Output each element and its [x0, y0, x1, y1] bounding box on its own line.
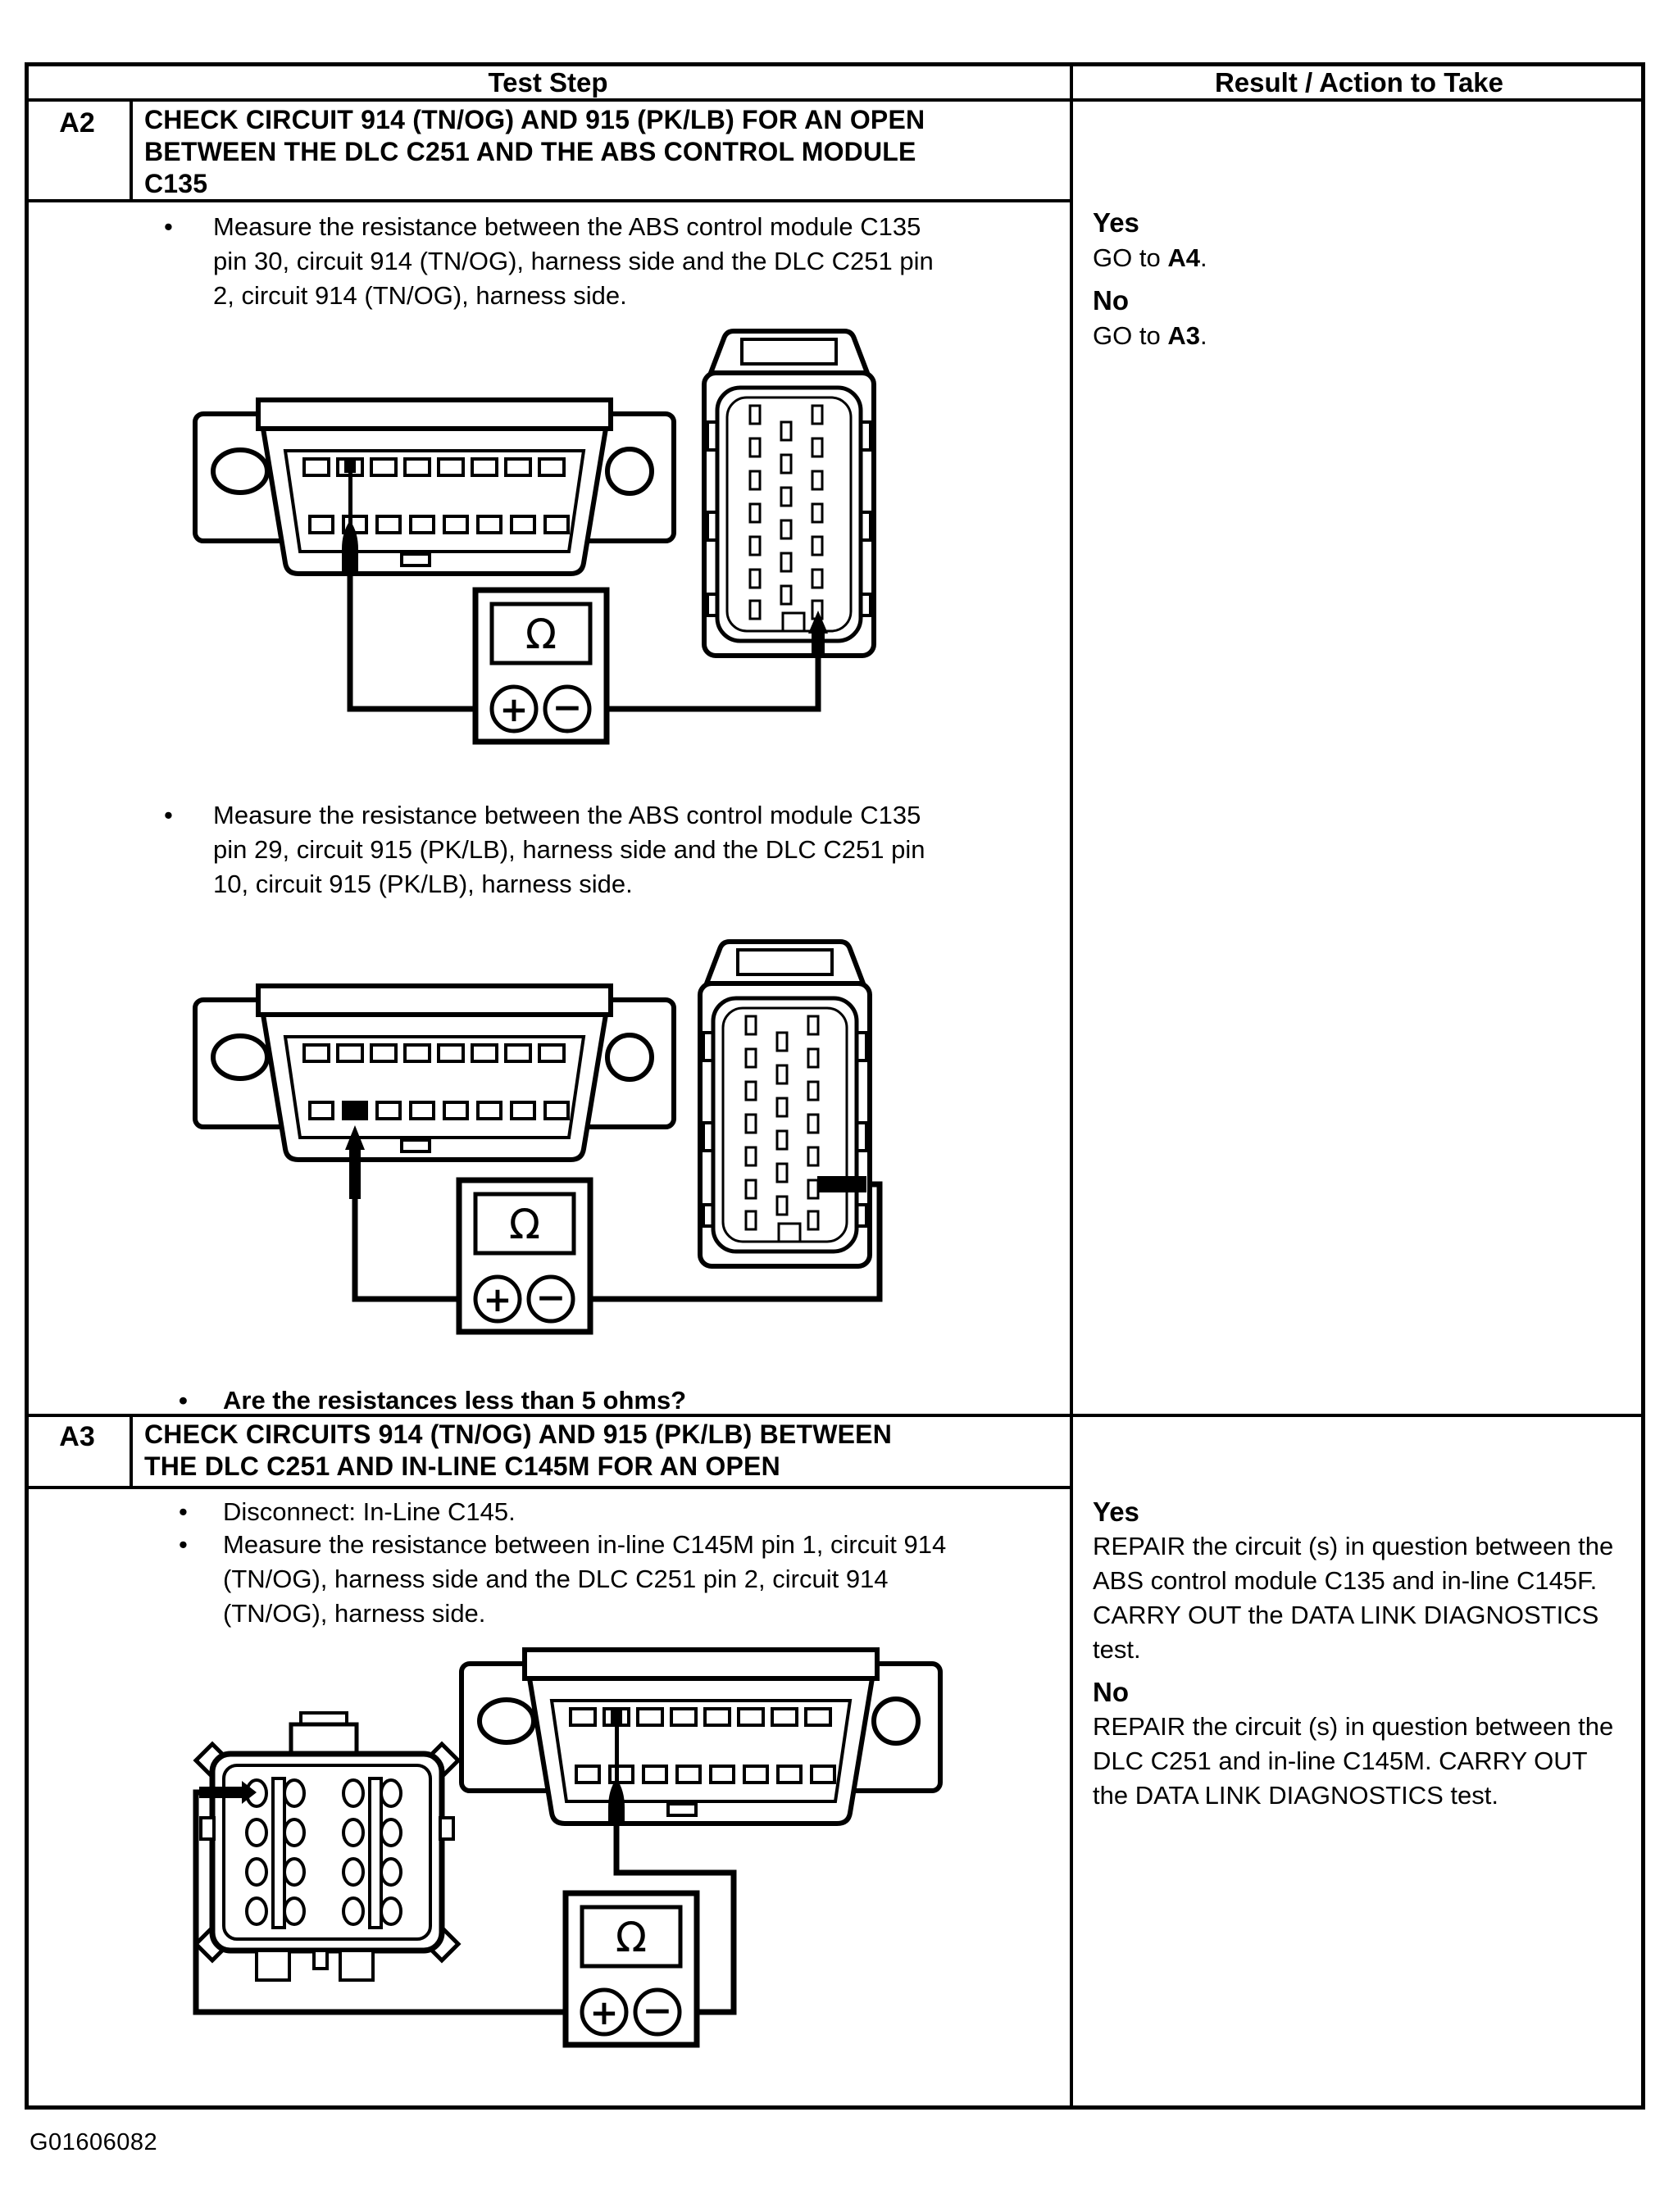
a2-title-line-1: CHECK CIRCUIT 914 (TN/OG) AND 915 (PK/LB) FOR AN OPEN [144, 105, 925, 134]
ohm-symbol: Ω [508, 1201, 541, 1248]
a2-title-line-2: BETWEEN THE DLC C251 AND THE ABS CONTROL MODULE [144, 137, 916, 166]
a2-yes-action [1093, 240, 1634, 275]
a3-title-line-1: CHECK CIRCUITS 914 (TN/OG) AND 915 (PK/LB) BETWEEN [144, 1419, 892, 1449]
test-step-column-header: Test Step [488, 67, 608, 98]
a2-measurement-1-diagram [184, 324, 877, 750]
a3-no-action: REPAIR the circuit (s) in question between the DLC C251 and in-line C145M. CARRY OUT the DATA LINK DIAGNOSTICS test. [1093, 1712, 1614, 1810]
bullet-icon: • [179, 1530, 188, 1559]
plus-terminal-label: + [483, 1279, 512, 1319]
ohm-symbol: Ω [525, 611, 557, 658]
inline-c145m-connector [196, 1713, 458, 1980]
a2-yes-prefix: GO to [1093, 243, 1168, 272]
dlc-c251-connector [195, 986, 674, 1160]
a2-bullet-2 [164, 798, 984, 902]
step-id-a2: A2 [59, 107, 95, 139]
plus-terminal-label: + [499, 689, 529, 729]
column-divider [1070, 62, 1073, 2110]
a2-no-label: No [1093, 285, 1129, 316]
a2-yes-suffix: . [1199, 243, 1207, 272]
dlc-c251-connector [462, 1650, 940, 1824]
a2-no-target-step: A3 [1167, 321, 1200, 350]
a2-measurement-2-diagram [184, 930, 889, 1344]
a2-bullet-2-text: Measure the resistance between the ABS control module C135 pin 29, circuit 915 (PK/LB), harness side and the DLC C251 pin 10, circuit 915 (PK/LB), harness side. [213, 801, 925, 898]
a2-yes-label: Yes [1093, 207, 1139, 238]
test-lead-positive [350, 572, 493, 709]
test-lead-negative [586, 653, 818, 709]
figure-code: G01606082 [30, 2129, 158, 2155]
dlc-c251-connector [195, 400, 674, 574]
a2-title-line-3: C135 [144, 169, 208, 198]
header-bottom-border [25, 98, 1645, 102]
a2-bullet-1-text: Measure the resistance between the ABS control module C135 pin 30, circuit 914 (TN/OG), harness side and the DLC C251 pin 2, circuit 914 (TN/OG), harness side. [213, 212, 934, 310]
step-id-a3: A3 [59, 1421, 95, 1452]
a2-question-text: Are the resistances less than 5 ohms? [223, 1386, 687, 1415]
a2-label-divider [130, 98, 133, 202]
a3-result-cell [1093, 1494, 1640, 1813]
a2-bullet-1 [164, 210, 984, 313]
a2-no-prefix: GO to [1093, 321, 1168, 350]
a3-bullet-1 [179, 1495, 1039, 1529]
a3-title-row-bottom-border [25, 1486, 1073, 1489]
abs-c135-connector [704, 331, 874, 656]
a3-bullet-2-text: Measure the resistance between in-line C145M pin 1, circuit 914 (TN/OG), harness side and the DLC C251 pin 2, circuit 914 (TN/OG), harness side. [223, 1530, 947, 1628]
a3-measurement-diagram [115, 1631, 951, 2082]
a2-no-suffix: . [1199, 321, 1207, 350]
bullet-icon: • [164, 212, 173, 241]
a3-title-line-2: THE DLC C251 AND IN-LINE C145M FOR AN OPEN [144, 1451, 780, 1481]
minus-terminal-label: − [642, 1990, 673, 2032]
a2-no-action [1093, 318, 1634, 353]
a2-yes-target-step: A4 [1167, 243, 1200, 272]
a2-title [144, 104, 1066, 200]
a2-question [179, 1383, 998, 1418]
plus-terminal-label: + [589, 1992, 619, 2033]
a3-title [144, 1419, 1066, 1483]
a3-label-divider [130, 1414, 133, 1489]
result-column-header: Result / Action to Take [1214, 67, 1504, 98]
bullet-icon: • [179, 1497, 188, 1526]
test-probe-abs-pin29 [817, 1176, 866, 1192]
a3-bullet-2 [179, 1528, 1039, 1631]
ohm-symbol: Ω [615, 1914, 648, 1961]
a3-no-label: No [1093, 1677, 1129, 1707]
minus-terminal-label: − [552, 687, 583, 729]
bullet-icon: • [179, 1386, 188, 1415]
a3-yes-label: Yes [1093, 1497, 1139, 1527]
minus-terminal-label: − [535, 1277, 566, 1319]
a3-yes-action: REPAIR the circuit (s) in question between the ABS control module C135 and in-line C145F. CARRY OUT the DATA LINK DIAGNOSTICS test. [1093, 1532, 1614, 1664]
abs-c135-connector [700, 942, 870, 1266]
a2-result-cell [1093, 205, 1634, 353]
a3-bullet-1-text: Disconnect: In-Line C145. [223, 1497, 516, 1526]
bullet-icon: • [164, 801, 173, 829]
